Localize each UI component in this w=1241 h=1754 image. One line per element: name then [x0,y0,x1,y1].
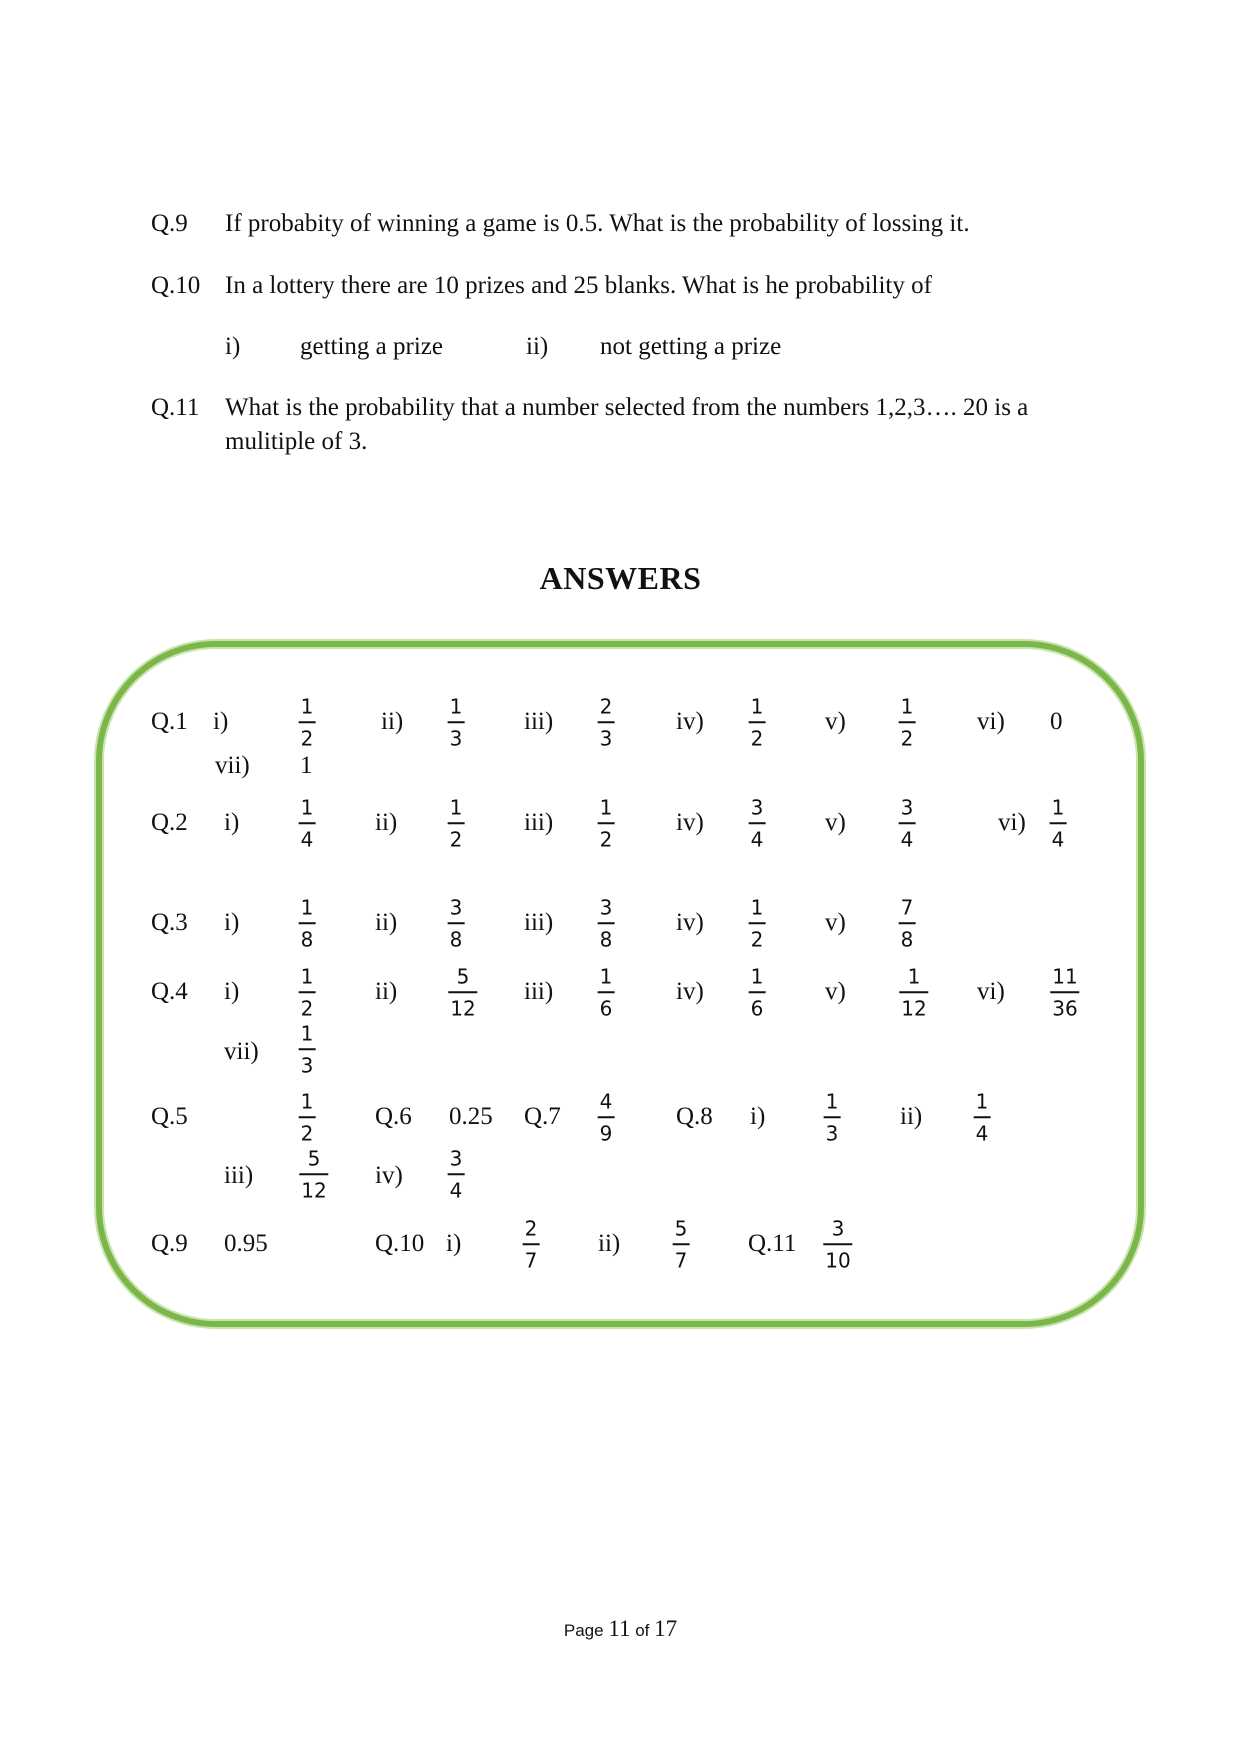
page-footer [0,1616,1241,1642]
q9-number: Q.9 [151,210,188,237]
answer-q8-iii-fraction: 5 12 [301,1146,327,1202]
answer-q4-i-fraction: 1 2 [300,964,314,1020]
answer-q8-iii-label: iii) [224,1162,254,1189]
answer-q7-fraction: 4 9 [599,1089,613,1145]
answer-q4-label: Q.4 [151,978,188,1005]
answer-q1-iv-label: iv) [676,708,704,735]
answer-q1-vii-label: vii) [215,752,250,779]
answer-q4-vi-label: vi) [977,978,1005,1005]
answer-q10-ii-label: ii) [598,1230,621,1257]
answer-q1-vi-label: vi) [977,708,1005,735]
answer-q1-label: Q.1 [151,708,188,735]
answer-q11-label: Q.11 [748,1230,797,1257]
answer-q10-label: Q.10 [375,1230,425,1257]
answer-q10-ii-fraction: 5 7 [674,1216,688,1272]
answer-q3-v-label: v) [825,909,846,936]
answer-q1-i-label: i) [213,708,229,735]
answer-q4-vi-fraction: 11 36 [1052,964,1078,1020]
answer-q3-i-label: i) [224,909,240,936]
footer-page-word: Page [563,1621,604,1640]
answer-q9-label: Q.9 [151,1230,188,1257]
answer-q2-iii-label: iii) [524,809,554,836]
answer-q3-ii-fraction: 3 8 [449,895,463,951]
answer-q3-iii-label: iii) [524,909,554,936]
answer-q9-value: 0.95 [224,1230,268,1257]
answer-q2-v-label: v) [825,809,846,836]
answer-q3-label: Q.3 [151,909,188,936]
answers-heading: ANSWERS [539,560,702,596]
answer-q7-label: Q.7 [524,1103,561,1130]
answer-q1-iv-fraction: 1 2 [750,694,764,750]
answer-q5-fraction: 1 2 [300,1089,314,1145]
answer-q10-i-fraction: 2 7 [524,1216,538,1272]
answer-q2-i-fraction: 1 4 [300,795,314,851]
answer-q4-i-label: i) [224,978,240,1005]
answer-q2-iv-fraction: 3 4 [750,795,764,851]
q10-option-1-label: i) [225,333,241,360]
answer-q4-vii-fraction: 1 3 [300,1021,314,1077]
answer-q3-iii-fraction: 3 8 [599,895,613,951]
answer-q1-i-fraction: 1 2 [300,694,314,750]
answer-q4-iv-fraction: 1 6 [750,964,764,1020]
answer-q1-v-fraction: 1 2 [900,694,914,750]
answer-q11-fraction: 3 10 [825,1216,851,1272]
answer-q5-label: Q.5 [151,1103,188,1130]
answer-q4-vii-label: vii) [224,1038,259,1065]
answer-q3-v-fraction: 7 8 [900,895,914,951]
answer-q3-i-fraction: 1 8 [300,895,314,951]
q10-number: Q.10 [151,272,201,299]
q9-text: If probabity of winning a game is 0.5. What is the probability of lossing it. [225,210,970,237]
answer-q8-i-fraction: 1 3 [825,1089,839,1145]
answer-q8-iv-fraction: 3 4 [449,1146,463,1202]
answer-q8-ii-fraction: 1 4 [975,1089,989,1145]
q11-number: Q.11 [151,394,200,421]
answer-q3-ii-label: ii) [375,909,398,936]
q10-option-2-label: ii) [526,333,549,360]
answer-q1-ii-label: ii) [381,708,404,735]
answer-q6-label: Q.6 [375,1103,412,1130]
answer-q4-v-fraction: 1 12 [901,964,927,1020]
answer-q2-vi-fraction: 1 4 [1051,795,1065,851]
answer-q1-iii-label: iii) [524,708,554,735]
answer-q1-vi-value: 0 [1050,708,1063,735]
answer-q4-ii-fraction: 5 12 [450,964,476,1020]
answer-q8-ii-label: ii) [900,1103,923,1130]
answer-q8-i-label: i) [750,1103,766,1130]
answer-q1-iii-fraction: 2 3 [599,694,613,750]
answer-q1-v-label: v) [825,708,846,735]
q11-text-line-2: mulitiple of 3. [225,428,368,455]
answer-q8-iv-label: iv) [375,1162,403,1189]
answer-q4-ii-label: ii) [375,978,398,1005]
answer-q3-iv-fraction: 1 2 [750,895,764,951]
answer-q4-iii-label: iii) [524,978,554,1005]
q10-option-2-text: not getting a prize [600,333,782,360]
q10-option-1-text: getting a prize [300,333,443,360]
answer-q2-v-fraction: 3 4 [900,795,914,851]
q11-text-line-1: What is the probability that a number selected from the numbers 1,2,3…. 20 is a [225,394,1029,421]
answer-q8-label: Q.8 [676,1103,713,1130]
answer-q4-v-label: v) [825,978,846,1005]
footer-of-word: of [635,1621,650,1640]
answer-q3-iv-label: iv) [676,909,704,936]
answer-q1-ii-fraction: 1 3 [449,694,463,750]
answer-q6-value: 0.25 [449,1103,493,1130]
footer-current-page: 11 [608,1616,631,1641]
answer-q2-vi-label: vi) [998,809,1026,836]
answer-q2-iii-fraction: 1 2 [599,795,613,851]
answer-q4-iii-fraction: 1 6 [599,964,613,1020]
answer-q4-iv-label: iv) [676,978,704,1005]
answer-q1-vii-value: 1 [300,752,313,779]
answer-q2-i-label: i) [224,809,240,836]
answer-q2-ii-label: ii) [375,809,398,836]
q10-text: In a lottery there are 10 prizes and 25 blanks. What is he probability of [225,272,932,299]
answer-q2-label: Q.2 [151,809,188,836]
footer-total-pages: 17 [654,1616,678,1641]
answer-q10-i-label: i) [446,1230,462,1257]
answer-q2-iv-label: iv) [676,809,704,836]
answer-q2-ii-fraction: 1 2 [449,795,463,851]
